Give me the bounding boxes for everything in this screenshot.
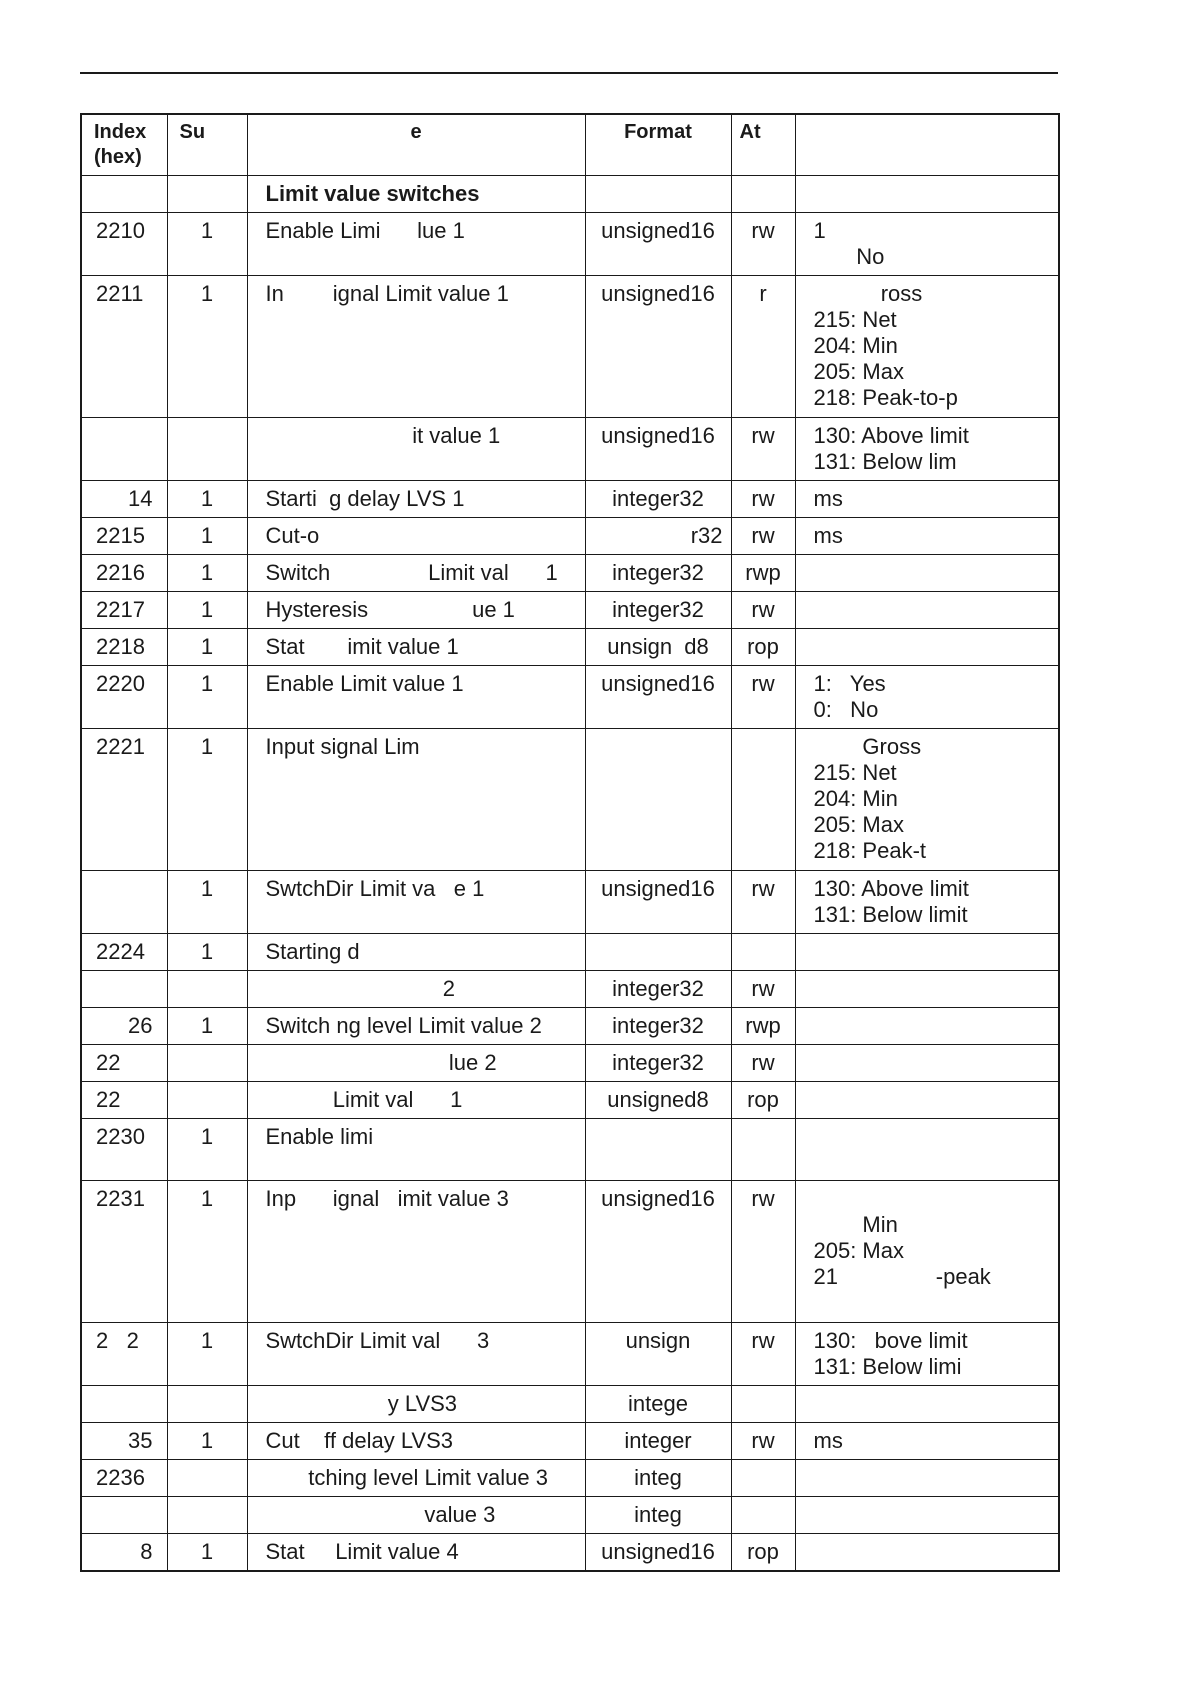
index-cell <box>81 1497 167 1534</box>
attribute-cell: rw <box>731 666 795 729</box>
attribute-cell: r <box>731 276 795 418</box>
parameter-name-cell: Enable limi <box>247 1119 585 1181</box>
values-cell: ms <box>795 1423 1059 1460</box>
sub-index-cell: 1 <box>167 592 247 629</box>
index-cell: 2230 <box>81 1119 167 1181</box>
table-row <box>81 729 1059 871</box>
values-cell <box>795 1386 1059 1423</box>
section-index <box>81 176 167 213</box>
attribute-cell: rw <box>731 1423 795 1460</box>
index-cell: 2210 <box>81 213 167 276</box>
format-cell: integer32 <box>585 481 731 518</box>
format-cell: intege <box>585 1386 731 1423</box>
attribute-cell: rw <box>731 213 795 276</box>
sub-index-cell: 1 <box>167 1423 247 1460</box>
table-body <box>81 213 1059 1572</box>
parameter-name-cell: SwtchDir Limit va e 1 <box>247 871 585 934</box>
index-cell: 2231 <box>81 1181 167 1323</box>
table-row <box>81 1534 1059 1572</box>
format-cell: unsign d8 <box>585 629 731 666</box>
index-cell <box>81 871 167 934</box>
values-cell: 130: Above limit 131: Below limit <box>795 871 1059 934</box>
sub-index-cell: 1 <box>167 555 247 592</box>
table-row <box>81 555 1059 592</box>
table-row <box>81 1497 1059 1534</box>
parameter-name-cell: Cut-o <box>247 518 585 555</box>
format-cell: integ <box>585 1497 731 1534</box>
attribute-cell: rw <box>731 871 795 934</box>
attribute-cell: rwp <box>731 555 795 592</box>
parameter-name-cell: y LVS3 <box>247 1386 585 1423</box>
table-row <box>81 1386 1059 1423</box>
header-format: Format <box>585 114 731 176</box>
attribute-cell <box>731 1386 795 1423</box>
format-cell: unsign <box>585 1323 731 1386</box>
values-cell <box>795 1119 1059 1181</box>
parameter-name-cell: Stat imit value 1 <box>247 629 585 666</box>
sub-index-cell: 1 <box>167 729 247 871</box>
sub-index-cell <box>167 971 247 1008</box>
attribute-cell: rwp <box>731 1008 795 1045</box>
table-row <box>81 971 1059 1008</box>
parameter-name-cell: In ignal Limit value 1 <box>247 276 585 418</box>
values-cell <box>795 934 1059 971</box>
attribute-cell: rw <box>731 518 795 555</box>
format-cell: unsigned16 <box>585 1181 731 1323</box>
header-sub: Su <box>167 114 247 176</box>
parameter-name-cell: Switch ng level Limit value 2 <box>247 1008 585 1045</box>
format-cell: unsigned16 <box>585 1534 731 1572</box>
values-cell: 1: Yes 0: No <box>795 666 1059 729</box>
table-row <box>81 1008 1059 1045</box>
table-row <box>81 1082 1059 1119</box>
index-cell: 2236 <box>81 1460 167 1497</box>
format-cell: integ <box>585 1460 731 1497</box>
table-row <box>81 1045 1059 1082</box>
attribute-cell: rop <box>731 629 795 666</box>
section-row <box>81 176 1059 213</box>
values-cell <box>795 629 1059 666</box>
table-row <box>81 871 1059 934</box>
parameter-name-cell: 2 <box>247 971 585 1008</box>
values-cell <box>795 1460 1059 1497</box>
values-cell <box>795 1082 1059 1119</box>
index-cell: 2218 <box>81 629 167 666</box>
table-row <box>81 418 1059 481</box>
sub-index-cell: 1 <box>167 1534 247 1572</box>
parameter-name-cell: Hysteresis ue 1 <box>247 592 585 629</box>
attribute-cell: rw <box>731 418 795 481</box>
header-row <box>81 114 1059 176</box>
attribute-cell: rop <box>731 1082 795 1119</box>
section-values <box>795 176 1059 213</box>
table-row <box>81 592 1059 629</box>
sub-index-cell: 1 <box>167 934 247 971</box>
attribute-cell <box>731 1460 795 1497</box>
parameter-name-cell: lue 2 <box>247 1045 585 1082</box>
attribute-cell <box>731 934 795 971</box>
attribute-cell <box>731 1497 795 1534</box>
format-cell: unsigned16 <box>585 666 731 729</box>
sub-index-cell: 1 <box>167 481 247 518</box>
values-cell <box>795 971 1059 1008</box>
values-cell: 130: bove limit 131: Below limi <box>795 1323 1059 1386</box>
format-cell: integer32 <box>585 592 731 629</box>
values-cell: Gross 215: Net 204: Min 205: Max 218: Peak-t <box>795 729 1059 871</box>
values-cell: ross 215: Net 204: Min 205: Max 218: Peak-to-p <box>795 276 1059 418</box>
sub-index-cell: 1 <box>167 871 247 934</box>
values-cell <box>795 1045 1059 1082</box>
sub-index-cell: 1 <box>167 1181 247 1323</box>
values-cell: Min 205: Max 21 -peak <box>795 1181 1059 1323</box>
parameter-name-cell: Enable Limi lue 1 <box>247 213 585 276</box>
sub-index-cell <box>167 418 247 481</box>
section-attr <box>731 176 795 213</box>
attribute-cell: rw <box>731 481 795 518</box>
sub-index-cell <box>167 1386 247 1423</box>
values-cell <box>795 555 1059 592</box>
sub-index-cell: 1 <box>167 666 247 729</box>
table-row <box>81 1460 1059 1497</box>
index-cell: 35 <box>81 1423 167 1460</box>
header-values <box>795 114 1059 176</box>
values-cell <box>795 1497 1059 1534</box>
sub-index-cell: 1 <box>167 518 247 555</box>
index-cell <box>81 971 167 1008</box>
table-row <box>81 1181 1059 1323</box>
parameter-name-cell: Starting d <box>247 934 585 971</box>
table-row <box>81 666 1059 729</box>
header-name: e <box>247 114 585 176</box>
top-rule <box>80 72 1058 74</box>
header-index: Index (hex) <box>81 114 167 176</box>
sub-index-cell <box>167 1082 247 1119</box>
parameter-name-cell: Starti g delay LVS 1 <box>247 481 585 518</box>
table-row <box>81 213 1059 276</box>
index-cell: 2215 <box>81 518 167 555</box>
attribute-cell: rop <box>731 1534 795 1572</box>
table-row <box>81 629 1059 666</box>
sub-index-cell <box>167 1045 247 1082</box>
sub-index-cell: 1 <box>167 1119 247 1181</box>
table-row <box>81 276 1059 418</box>
index-cell: 2216 <box>81 555 167 592</box>
attribute-cell: rw <box>731 971 795 1008</box>
format-cell: integer32 <box>585 1008 731 1045</box>
format-cell: unsigned16 <box>585 213 731 276</box>
parameter-name-cell: Cut ff delay LVS3 <box>247 1423 585 1460</box>
parameter-name-cell: it value 1 <box>247 418 585 481</box>
sub-index-cell: 1 <box>167 1323 247 1386</box>
table-row <box>81 934 1059 971</box>
parameter-name-cell: tching level Limit value 3 <box>247 1460 585 1497</box>
sub-index-cell: 1 <box>167 629 247 666</box>
table-row <box>81 481 1059 518</box>
index-cell: 26 <box>81 1008 167 1045</box>
index-cell: 2221 <box>81 729 167 871</box>
parameter-name-cell: Enable Limit value 1 <box>247 666 585 729</box>
format-cell: unsigned16 <box>585 418 731 481</box>
sub-index-cell <box>167 1460 247 1497</box>
table-row <box>81 1119 1059 1181</box>
header-attr: At <box>731 114 795 176</box>
parameter-name-cell: Switch Limit val 1 <box>247 555 585 592</box>
section-format <box>585 176 731 213</box>
parameter-name-cell: SwtchDir Limit val 3 <box>247 1323 585 1386</box>
values-cell <box>795 1534 1059 1572</box>
sub-index-cell: 1 <box>167 276 247 418</box>
parameter-name-cell: Limit val 1 <box>247 1082 585 1119</box>
index-cell: 2211 <box>81 276 167 418</box>
attribute-cell: rw <box>731 1181 795 1323</box>
attribute-cell: rw <box>731 592 795 629</box>
format-cell: integer32 <box>585 1045 731 1082</box>
section-title: Limit value switches <box>247 176 585 213</box>
values-cell: 130: Above limit 131: Below lim <box>795 418 1059 481</box>
index-cell: 22 <box>81 1082 167 1119</box>
index-cell <box>81 1386 167 1423</box>
index-cell: 14 <box>81 481 167 518</box>
attribute-cell: rw <box>731 1323 795 1386</box>
attribute-cell <box>731 729 795 871</box>
index-cell <box>81 418 167 481</box>
index-cell: 22 <box>81 1045 167 1082</box>
sub-index-cell: 1 <box>167 213 247 276</box>
section-sub <box>167 176 247 213</box>
index-cell: 8 <box>81 1534 167 1572</box>
parameter-table <box>80 113 1060 1572</box>
format-cell: integer <box>585 1423 731 1460</box>
table-row <box>81 1423 1059 1460</box>
attribute-cell: rw <box>731 1045 795 1082</box>
format-cell <box>585 1119 731 1181</box>
index-cell: 2224 <box>81 934 167 971</box>
attribute-cell <box>731 1119 795 1181</box>
format-cell <box>585 729 731 871</box>
parameter-name-cell: Input signal Lim <box>247 729 585 871</box>
parameter-name-cell: value 3 <box>247 1497 585 1534</box>
table-row <box>81 518 1059 555</box>
sub-index-cell <box>167 1497 247 1534</box>
format-cell: unsigned8 <box>585 1082 731 1119</box>
format-cell: unsigned16 <box>585 276 731 418</box>
index-cell: 2220 <box>81 666 167 729</box>
format-cell <box>585 934 731 971</box>
parameter-name-cell: Stat Limit value 4 <box>247 1534 585 1572</box>
format-cell: r32 <box>585 518 731 555</box>
index-cell: 2 2 <box>81 1323 167 1386</box>
values-cell <box>795 592 1059 629</box>
values-cell: ms <box>795 518 1059 555</box>
format-cell: unsigned16 <box>585 871 731 934</box>
parameter-name-cell: Inp ignal imit value 3 <box>247 1181 585 1323</box>
format-cell: integer32 <box>585 555 731 592</box>
values-cell: ms <box>795 481 1059 518</box>
format-cell: integer32 <box>585 971 731 1008</box>
values-cell <box>795 1008 1059 1045</box>
sub-index-cell: 1 <box>167 1008 247 1045</box>
values-cell: 1 No <box>795 213 1059 276</box>
table-row <box>81 1323 1059 1386</box>
index-cell: 2217 <box>81 592 167 629</box>
